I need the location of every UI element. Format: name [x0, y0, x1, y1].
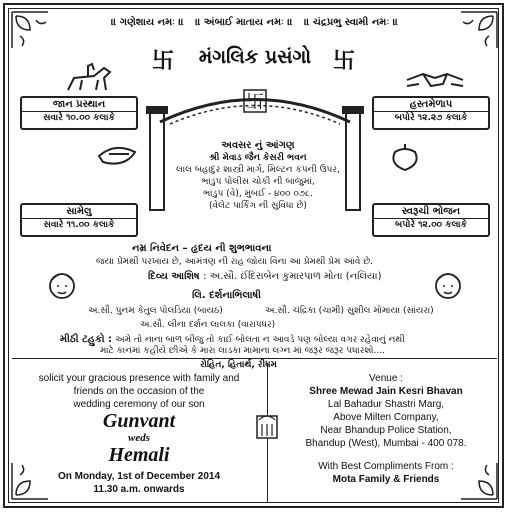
invocation-line: [0, 17, 509, 28]
english-invite: [14, 372, 264, 411]
ashish-value: : અ.સૌ. ઈંદિરાબેન કુમારપાળ મોતા (નલિયા): [203, 271, 382, 282]
venue-name: Shree Mewad Jain Kesri Bhavan: [309, 386, 463, 397]
swastika-icon: 卐: [152, 49, 175, 74]
swastika-icon: 卐: [333, 49, 356, 74]
event-samelu: [20, 203, 138, 237]
page-title: મંગલિક પ્રસંગો: [198, 46, 312, 68]
compliments-label: With Best Compliments From :: [318, 461, 454, 472]
invocation-ganesh: ॥ ગણેશાય નમઃ ॥: [111, 17, 184, 28]
venue-line: લાલ બહાદુર શાસ્ત્રી માર્ગ, મિલ્ટન કંપની ઉપર,: [176, 165, 340, 175]
invite-line: wedding ceremony of our son: [73, 399, 205, 410]
event-hastmelap: [372, 96, 490, 130]
venue-line: (વેલેટ પાર્કિંગ ની સુવિધા છે): [209, 201, 307, 211]
venue-title: અવસર નું આંગણ: [221, 140, 295, 151]
venue-line: Above Milten Company,: [333, 412, 439, 423]
ashish-line: [148, 271, 381, 282]
event-time: સવારે ૧૧.૦૦ કલાકે: [43, 220, 115, 230]
horse-rider-icon: [60, 60, 120, 96]
corner-ornament-icon: [10, 10, 50, 50]
venue-line: શ્રી મેવાડ જૈન કેસરી ભવન: [209, 153, 307, 163]
event-title: સામેલુ: [22, 205, 136, 219]
mithi-tahuki-line2: માટે કાનમાં કહીયે છીએ કે મારા લાડકા મામાના લગ્ન માં જરૂર જરૂર પધારશો....: [100, 346, 386, 356]
wedding-datetime: [14, 470, 264, 496]
mithi-tahuki-line1: [60, 334, 405, 345]
darshanabhilashi-line: અ.સૌ. લીના દર્શન લાલકા (વારાપધર): [140, 320, 276, 330]
nivedan-label: નમ્ર નિવેદન: [132, 243, 179, 254]
child-face-icon: [44, 268, 80, 304]
venue-line: ભાંડુપ પોલીસ ચોકી ની બાજુમાં,: [201, 177, 315, 187]
invite-line: solicit your gracious presence with family and: [38, 373, 240, 384]
event-time: સવારે ૧૦.૦૦ કલાકે: [43, 113, 115, 123]
english-venue: [275, 372, 497, 450]
conch-icon: [95, 140, 141, 170]
ashish-label: દિવ્ય આશિષ: [148, 271, 200, 282]
wedding-date: On Monday, 1st of December 2014: [57, 471, 221, 482]
darshanabhilashi-label: લિ. દર્શનાભિલાષી: [192, 290, 262, 301]
weds-text: weds: [128, 432, 150, 444]
compliments-from: Mota Family & Friends: [332, 474, 440, 485]
bride-name: Hemali: [108, 444, 170, 466]
corner-ornament-icon: [459, 10, 499, 50]
nivedan-heading: [132, 243, 271, 254]
child-face-icon: [430, 268, 466, 304]
handshake-icon: [405, 62, 465, 96]
mithi-tahuki-label: મીઠી ટહુકો :: [60, 334, 113, 345]
mithi-tahuki-text: અમે તો નાના બાળ બીજુ તો કાઈ બોલતા ન આવડે પણ બોલ્યા વગર રહેવાનું નથી: [115, 335, 405, 345]
event-title: સ્વરૂચી ભોજન: [374, 205, 488, 219]
venue-line: ભાંડુપ (વે), મુંબઈ - ૪૦૦ ૦૭૮.: [203, 189, 313, 199]
groom-name: Gunvant: [102, 410, 176, 432]
darshanabhilashi-line: અ.સૌ. પુનમ કેતુલ પોલડિયા (બાયઠ): [88, 306, 223, 316]
section-divider: [12, 358, 497, 359]
nivedan-line1: – હૃદય ની શુભભાવના: [182, 243, 272, 254]
event-time: બપોરે ૧૨.૦૦ કલાકે: [395, 220, 467, 230]
venue-line: Lal Bahadur Shastri Marg,: [327, 399, 445, 410]
event-jaan-prasthan: [20, 96, 138, 130]
venue-label: Venue :: [369, 373, 403, 384]
kalash-icon: [385, 140, 425, 172]
invocation-ambai: ॥ અંબાઈ માતાય નમઃ ॥: [195, 17, 293, 28]
children-names: રોહિત, હિતાર્થ, રીધમ: [200, 360, 277, 370]
invite-line: friends on the occasion of the: [73, 386, 205, 397]
event-title: હસ્તમેળાપ: [374, 98, 488, 112]
wedding-time: 11.30 a.m. onwards: [93, 484, 185, 495]
venue-gujarati: [163, 140, 353, 212]
venue-line: Bhandup (West), Mumbai - 400 078.: [305, 438, 467, 449]
venue-line: Near Bhandup Police Station,: [320, 425, 452, 436]
darshanabhilashi-line: અ.સૌ. ચંદ્રિકા (ચામી) સુશીલ મોમાયા (સાંયરા): [265, 306, 434, 316]
nivedan-line2: જયા પ્રેમથી પરખાય છે, આમંત્રણ ની રાહ જોયા વિના આ પ્રેમથી પ્રેમ આવે છે.: [96, 257, 374, 267]
compliments: [275, 460, 497, 486]
event-bhojan: [372, 203, 490, 237]
invocation-chandraprabhu: ॥ ચંદ્રપ્રભુ સ્વામી નમઃ ॥: [304, 17, 398, 28]
event-title: જાન પ્રસ્થાન: [22, 98, 136, 112]
svg-text:卐: 卐: [246, 92, 264, 113]
event-time: બપોરે ૧૨.૨૭ કલાકે: [394, 113, 468, 123]
